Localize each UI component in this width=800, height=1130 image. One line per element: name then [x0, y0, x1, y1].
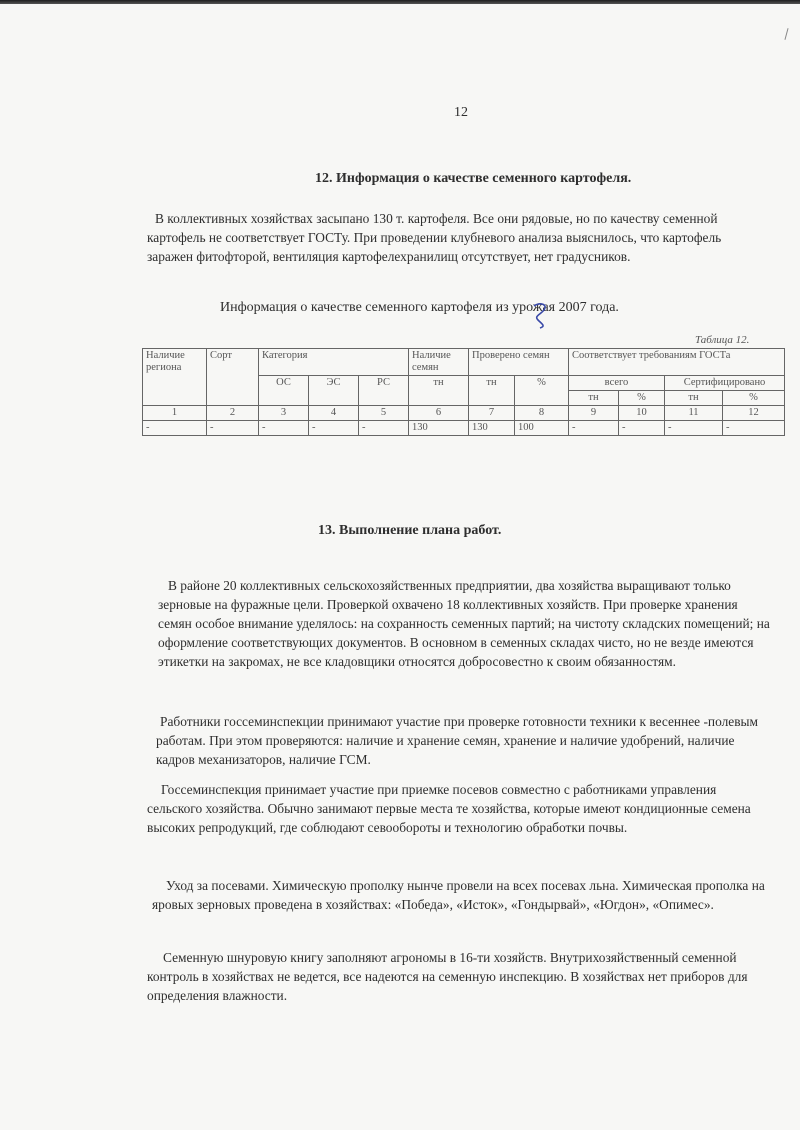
table-cell: 100 [515, 421, 569, 436]
column-number: 7 [469, 406, 515, 421]
section-13-paragraph-3: Госсеминспекция принимает участие при приемке посевов совместно с работниками управления сельского хозяйства. Обычно занимают первые места те хозяйства, которые имеют кондиционные семена высоких репродукций, где соблюдают севообороты и технологию обработки почвы. [147, 782, 751, 835]
header-unit-tn: тн [569, 391, 619, 406]
column-number: 5 [359, 406, 409, 421]
column-number: 10 [619, 406, 665, 421]
handwritten-mark-icon [530, 300, 552, 330]
section-13-paragraph-5: Семенную шнуровую книгу заполняют агрономы в 16-ти хозяйств. Внутрихозяйственный семенной контроль в хозяйствах не ведется, все надеются на семенную инспекцию. В хозяйствах нет приборов для определения влажности. [147, 950, 748, 1003]
column-number: 6 [409, 406, 469, 421]
header-cat-es: ЭС [309, 376, 359, 406]
section-12-title: 12. Информация о качестве семенного картофеля. [315, 171, 632, 186]
scan-border [0, 0, 800, 4]
header-cat-rs: РС [359, 376, 409, 406]
column-number: 8 [515, 406, 569, 421]
header-seeds-checked: Проверено семян [469, 349, 569, 376]
table-cell: - [259, 421, 309, 436]
table-cell: - [619, 421, 665, 436]
table-cell: 130 [469, 421, 515, 436]
header-unit-tn: тн [469, 376, 515, 406]
table-caption: Информация о качестве семенного картофеля из урожая 2007 года. [220, 300, 619, 315]
header-unit-tn: тн [409, 376, 469, 406]
column-number: 1 [143, 406, 207, 421]
table-cell: - [143, 421, 207, 436]
page-number: 12 [454, 105, 468, 120]
section-13-paragraph-1: В районе 20 коллективных сельскохозяйственных предприятии, два хозяйства выращивают только зерновые на фуражные цели. Проверкой охвачено 18 коллективных хозяйств. При проверке хранения семян особое внимание уделялось: на сохранность семенных партий; на чистоту складских помещений; на оформление соответствующих документов. В основном в семенных складах чисто, но не везде имеются этикетки на закромах, не все кладовщики относятся добросовестно к своим обязанностям. [158, 578, 770, 669]
header-unit-pct: % [619, 391, 665, 406]
column-number: 2 [207, 406, 259, 421]
header-region: Наличие региона [143, 349, 207, 406]
seed-potato-quality-table [142, 348, 785, 436]
column-number: 12 [723, 406, 785, 421]
header-seeds-available: Наличие семян [409, 349, 469, 376]
column-number: 9 [569, 406, 619, 421]
table-cell: 130 [409, 421, 469, 436]
header-category: Категория [259, 349, 409, 376]
table-header-row-1 [143, 349, 785, 376]
table-row [143, 421, 785, 436]
header-total: всего [569, 376, 665, 391]
table-row-column-numbers [143, 406, 785, 421]
table-cell: - [665, 421, 723, 436]
table-label: Таблица 12. [695, 334, 750, 346]
header-unit-pct: % [515, 376, 569, 406]
column-number: 3 [259, 406, 309, 421]
table-cell: - [359, 421, 409, 436]
section-13-title: 13. Выполнение плана работ. [318, 523, 502, 538]
scan-mark [784, 28, 788, 40]
header-sort: Сорт [207, 349, 259, 406]
table-cell: - [309, 421, 359, 436]
header-unit-pct: % [723, 391, 785, 406]
section-13-paragraph-4: Уход за посевами. Химическую прополку нынче провели на всех посевах льна. Химическая прополка на яровых зерновых проведена в хозяйствах: «Победа», «Исток», «Гондырвай», «Югдон», «Опимес». [152, 878, 765, 912]
table-cell: - [723, 421, 785, 436]
header-gost: Соответствует требованиям ГОСТа [569, 349, 785, 376]
header-unit-tn: тн [665, 391, 723, 406]
section-13-paragraph-2: Работники госсеминспекции принимают участие при проверке готовности техники к весеннее -полевым работам. При этом проверяются: наличие и хранение семян, хранение и наличие удобрений, наличие кадров механизаторов, наличие ГСМ. [156, 714, 759, 767]
table-cell: - [569, 421, 619, 436]
table-cell: - [207, 421, 259, 436]
column-number: 11 [665, 406, 723, 421]
header-certified: Сертифицировано [665, 376, 785, 391]
header-cat-os: ОС [259, 376, 309, 406]
section-12-paragraph: В коллективных хозяйствах засыпано 130 т. картофеля. Все они рядовые, но по качеству семенной картофель не соответствует ГОСТу. При проведении клубневого анализа выяснилось, что картофель заражен фитофторой, вентиляция картофелехранилищ отсутствует, нет градусников. [147, 211, 722, 264]
column-number: 4 [309, 406, 359, 421]
